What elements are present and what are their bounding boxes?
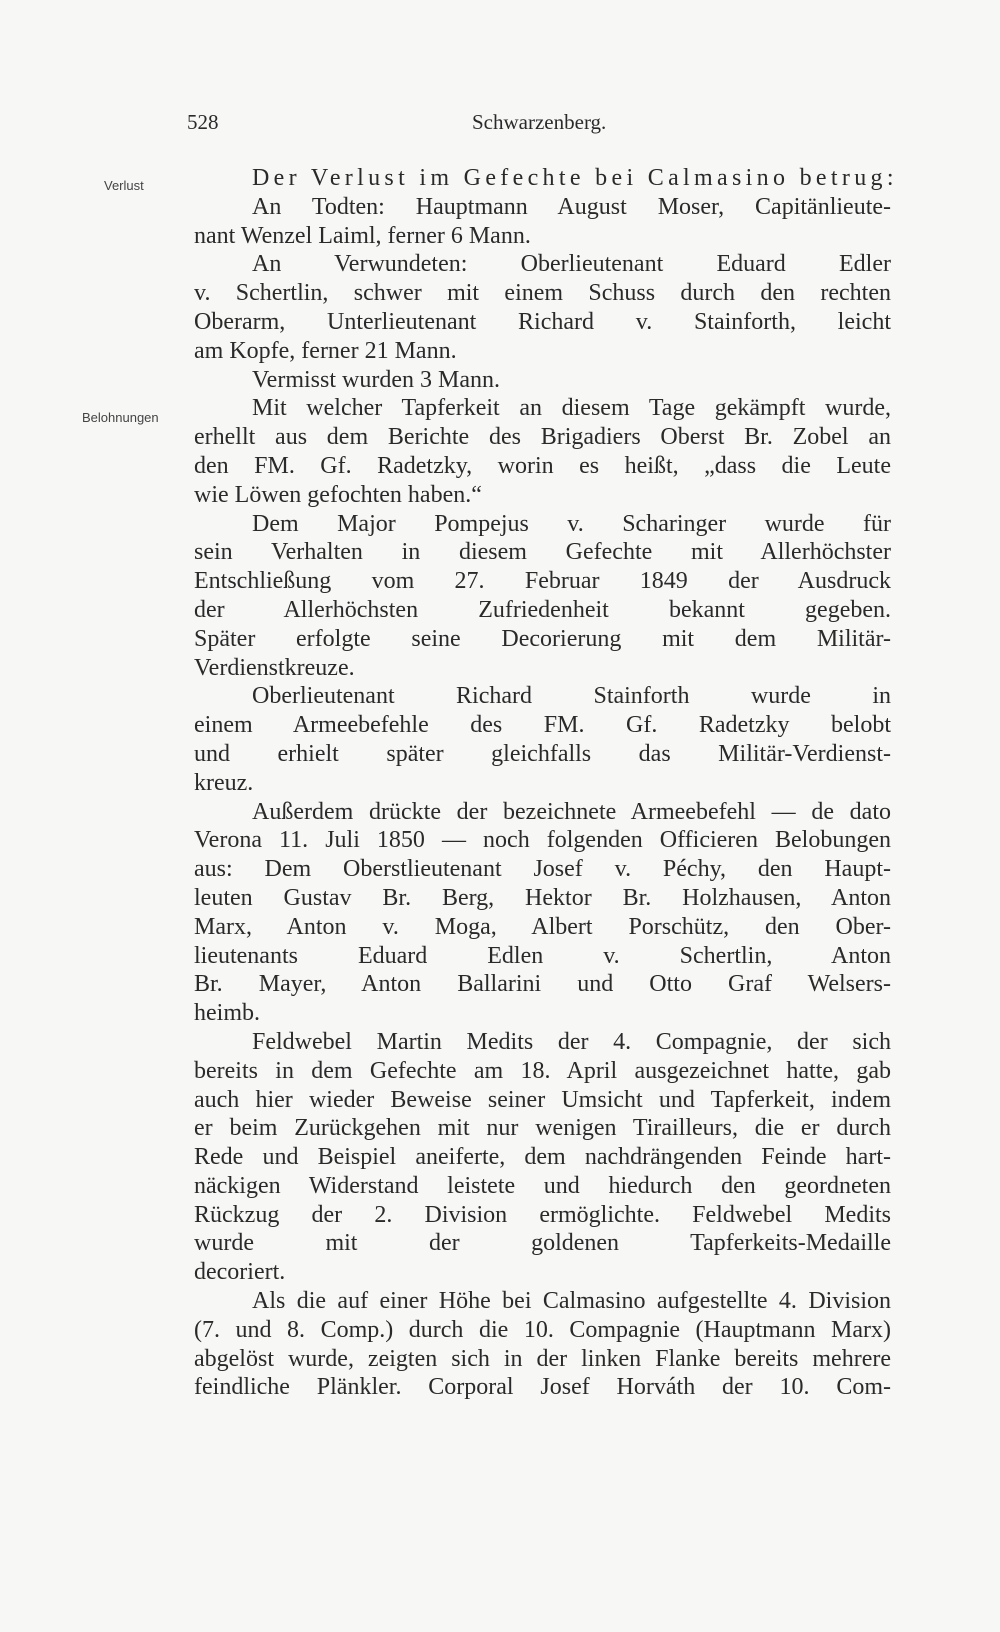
text-line: Mit welcher Tapferkeit an diesem Tage gekämpft wurde, (252, 395, 891, 422)
text-line: wurde mit der goldenen Tapferkeits-Medaille (194, 1230, 891, 1257)
running-title: Schwarzenberg. (472, 110, 607, 134)
text-line: Verona 11. Juli 1850 — noch folgenden Officieren Belobungen (194, 827, 891, 854)
text-line: und erhielt später gleichfalls das Militär-Verdienst- (194, 740, 891, 767)
text-line: auch hier wieder Beweise seiner Umsicht und Tapferkeit, indem (194, 1086, 891, 1113)
text-line: nant Wenzel Laiml, ferner 6 Mann. (194, 222, 531, 249)
text-line: einem Armeebefehle des FM. Gf. Radetzky belobt (194, 712, 891, 739)
text-line: näckigen Widerstand leistete und hiedurch den geordneten (194, 1172, 891, 1199)
text-line: aus: Dem Oberstlieutenant Josef v. Péchy, den Haupt- (194, 856, 891, 883)
text-line: Oberarm, Unterlieutenant Richard v. Stainforth, leicht (194, 308, 891, 335)
text-line: Marx, Anton v. Moga, Albert Porschütz, den Ober- (194, 913, 891, 940)
text-line: An Todten: Hauptmann August Moser, Capitänlieute- (252, 193, 891, 220)
text-line: (7. und 8. Comp.) durch die 10. Compagnie (Hauptmann Marx) (194, 1316, 891, 1343)
text-line: abgelöst wurde, zeigten sich in der linken Flanke bereits mehrere (194, 1345, 891, 1372)
text-line: wie Löwen gefochten haben.“ (194, 481, 482, 508)
text-line: erhellt aus dem Berichte des Brigadiers Oberst Br. Zobel an (194, 424, 891, 451)
text-line: Dem Major Pompejus v. Scharinger wurde für (252, 510, 891, 537)
text-line: Verdienstkreuze. (194, 654, 355, 681)
text-line: Vermisst wurden 3 Mann. (252, 366, 500, 393)
text-line: heimb. (194, 1000, 260, 1027)
text-line: bereits in dem Gefechte am 18. April ausgezeichnet hatte, gab (194, 1057, 891, 1084)
text-line: feindliche Plänkler. Corporal Josef Horváth der 10. Com- (194, 1374, 891, 1401)
body-text (194, 164, 898, 1402)
text-line: Außerdem drückte der bezeichnete Armeebefehl — de dato (252, 798, 891, 825)
text-line: er beim Zurückgehen mit nur wenigen Tirailleurs, die er durch (194, 1115, 891, 1142)
text-line: decoriert. (194, 1259, 286, 1286)
text-line: Oberlieutenant Richard Stainforth wurde in (252, 683, 891, 710)
text-line: Als die auf einer Höhe bei Calmasino aufgestellte 4. Division (252, 1288, 891, 1315)
text-line: Entschließung vom 27. Februar 1849 der Ausdruck (194, 568, 891, 595)
text-line: An Verwundeten: Oberlieutenant Eduard Edler (252, 251, 891, 278)
margin-note-belohnungen: Belohnungen (82, 410, 159, 425)
text-line: Der Verlust im Gefechte bei Calmasino betrug: (252, 165, 898, 191)
text-line: lieutenants Eduard Edlen v. Schertlin, Anton (194, 942, 891, 969)
text-line: Br. Mayer, Anton Ballarini und Otto Graf Welsers- (194, 971, 891, 998)
text-line: Später erfolgte seine Decorierung mit dem Militär- (194, 625, 891, 652)
text-line: leuten Gustav Br. Berg, Hektor Br. Holzhausen, Anton (194, 884, 891, 911)
text-line: Rückzug der 2. Division ermöglichte. Feldwebel Medits (194, 1201, 891, 1228)
text-line: am Kopfe, ferner 21 Mann. (194, 337, 457, 364)
text-line: den FM. Gf. Radetzky, worin es heißt, „dass die Leute (194, 452, 891, 479)
page-number: 528 (187, 110, 219, 134)
text-line: v. Schertlin, schwer mit einem Schuss durch den rechten (194, 280, 891, 307)
text-line: sein Verhalten in diesem Gefechte mit Allerhöchster (194, 539, 891, 566)
margin-note-verlust: Verlust (104, 178, 144, 193)
text-line: Feldwebel Martin Medits der 4. Compagnie, der sich (252, 1028, 891, 1055)
text-line: kreuz. (194, 769, 254, 796)
text-line: der Allerhöchsten Zufriedenheit bekannt gegeben. (194, 596, 891, 623)
page-header (0, 110, 1000, 144)
text-line: Rede und Beispiel aneiferte, dem nachdrängenden Feinde hart- (194, 1144, 891, 1171)
